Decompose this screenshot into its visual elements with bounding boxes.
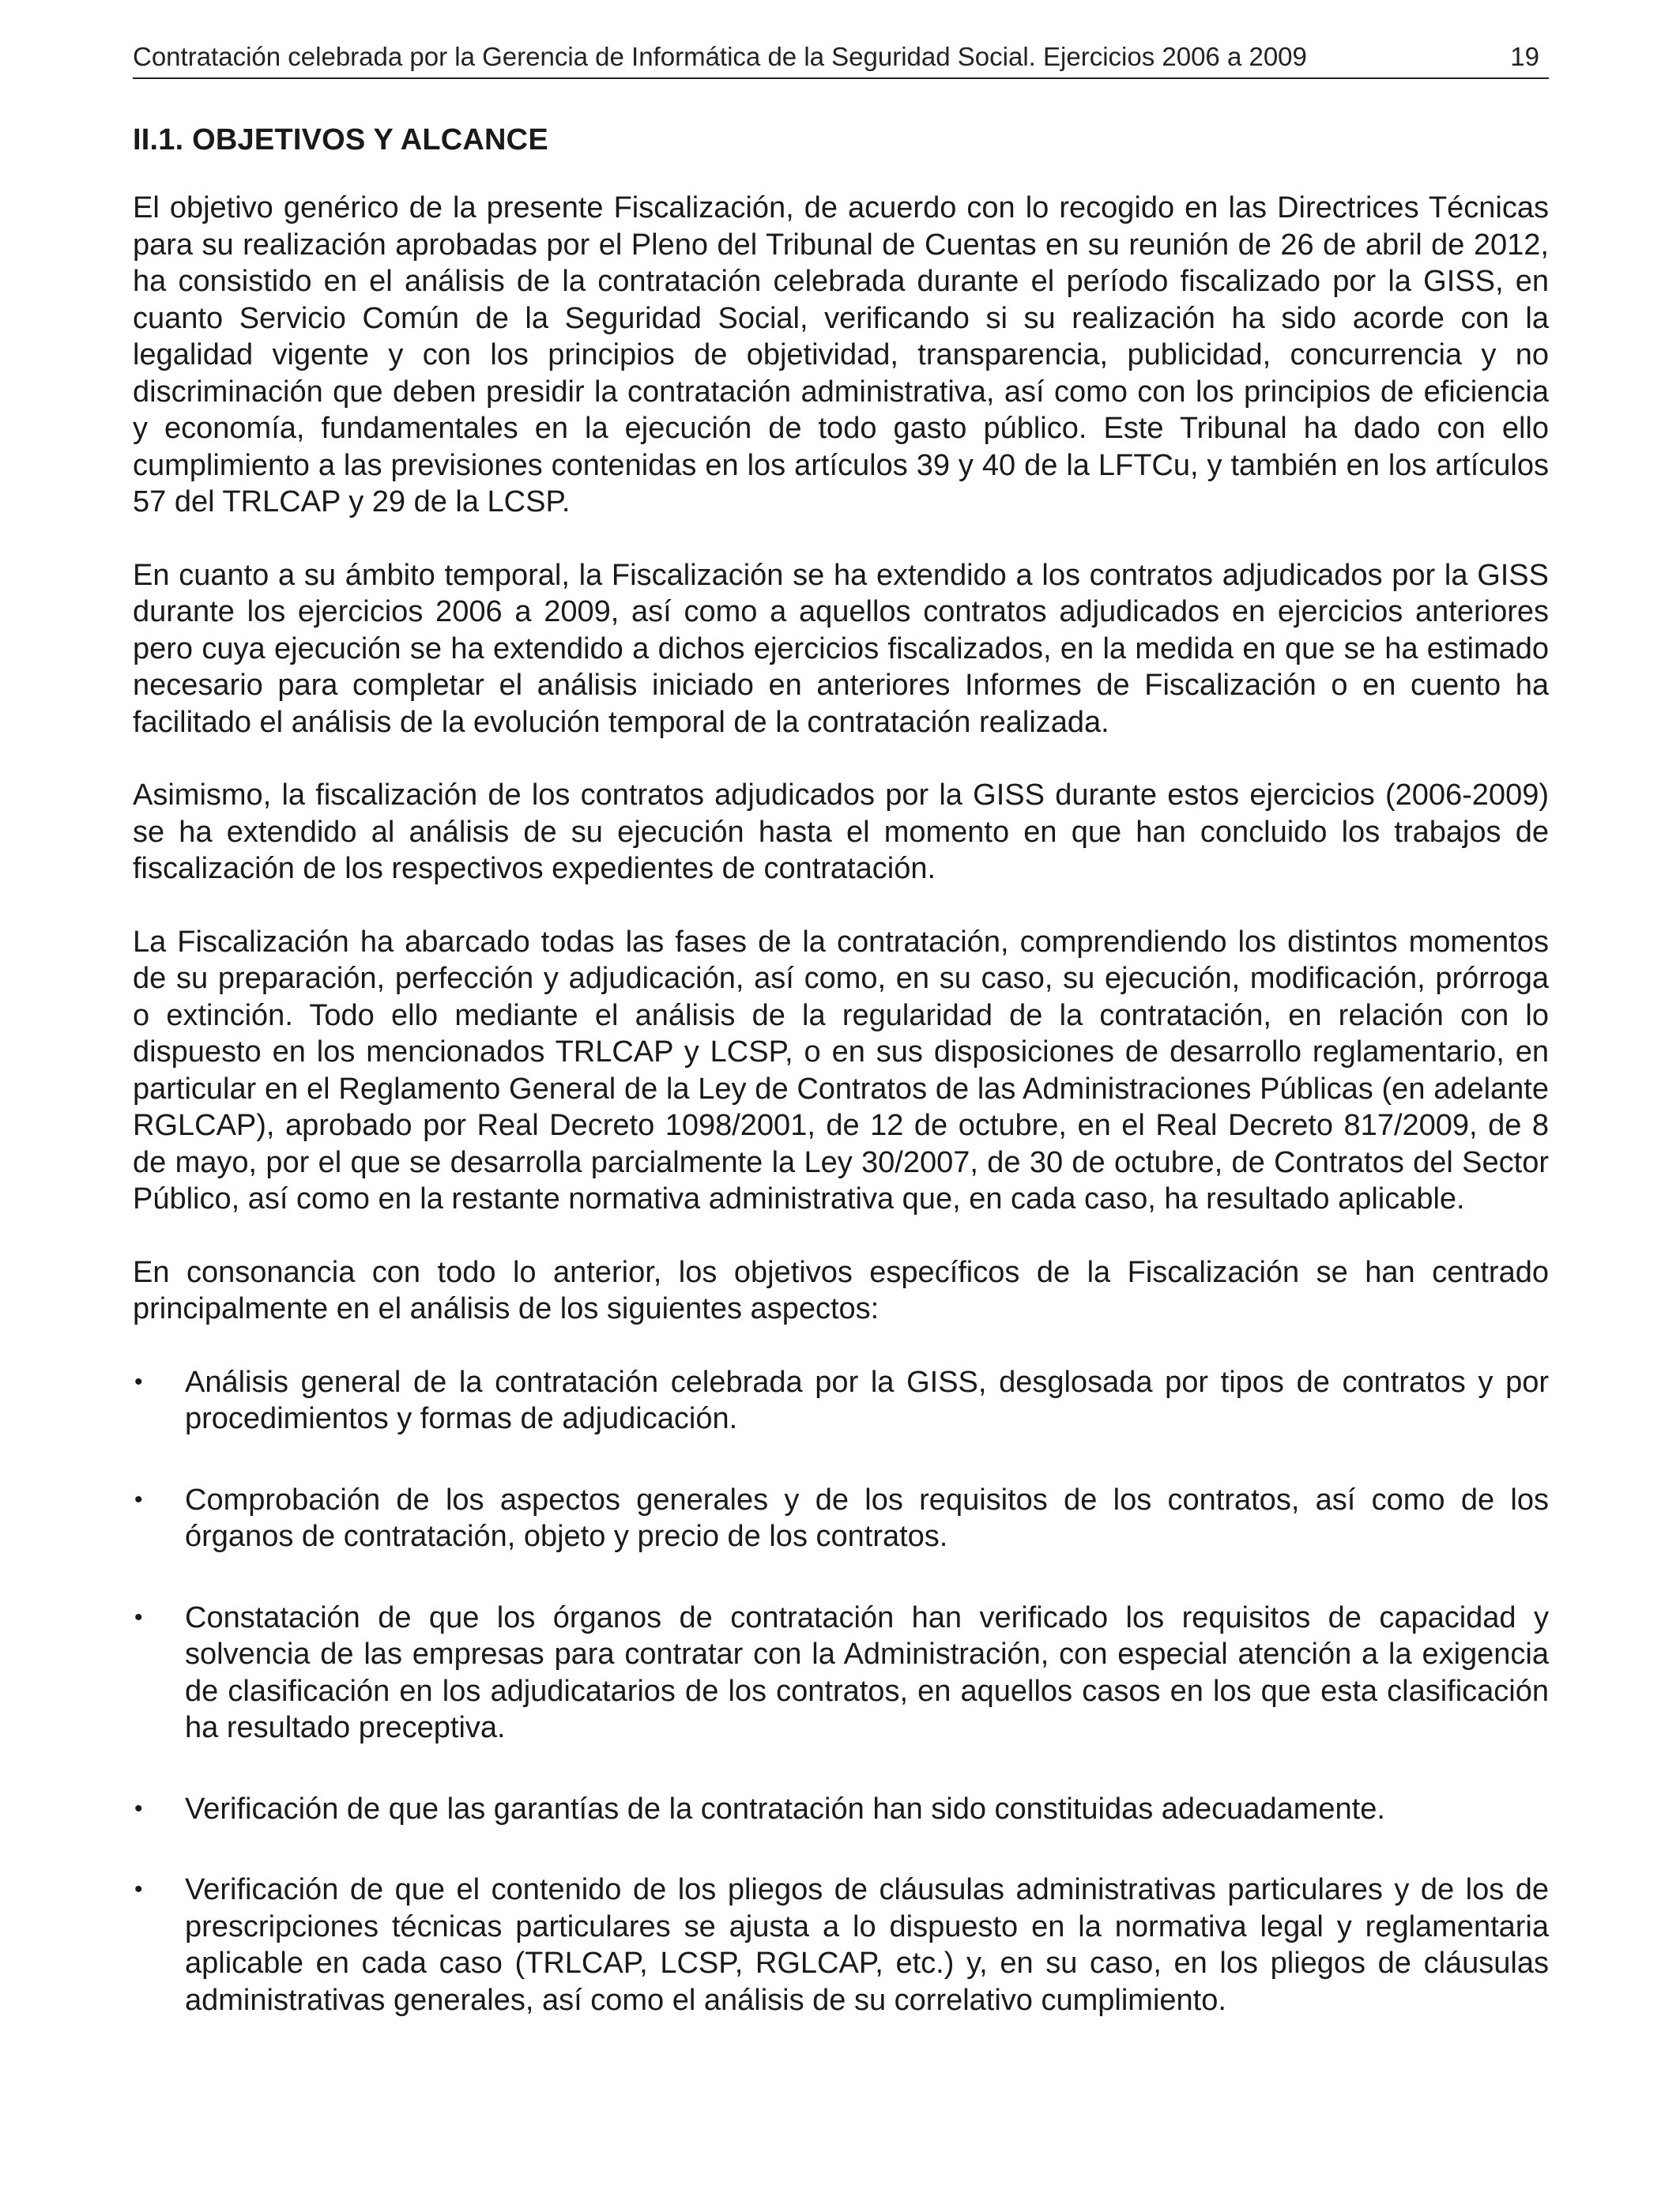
running-title: Contratación celebrada por la Gerencia de Informática de la Seguridad Social. Ejercicios 2006 a 2009 bbox=[133, 42, 1307, 71]
bullet-icon: • bbox=[134, 1876, 143, 1902]
bullet-icon: • bbox=[134, 1368, 143, 1395]
bullet-icon: • bbox=[134, 1604, 143, 1630]
list-item-text: Verificación de que las garantías de la contratación han sido constituidas adecuadamente. bbox=[185, 1792, 1385, 1826]
page-number: 19 bbox=[1510, 42, 1539, 71]
paragraph-objective: El objetivo genérico de la presente Fiscalización, de acuerdo con lo recogido en las Directrices Técnicas para su realización aprobadas por el Pleno del Tribunal de Cuentas en su reunión de 26 de abril de 2012, ha consistido en el análisis de la contratación celebrada durante el período fiscalizado por la GISS, en cuanto Servicio Común de la Seguridad Social, verificando si su realización ha sido acorde con la legalidad vigente y con los principios de objetividad, transparencia, publicidad, concurrencia y no discriminación que deben presidir la contratación administrativa, así como con los principios de eficiencia y economía, fundamentales en la ejecución de todo gasto público. Este Tribunal ha dado con ello cumplimiento a las previsiones contenidas en los artículos 39 y 40 de la LFTCu, y también en los artículos 57 del TRLCAP y 29 de la LCSP. bbox=[133, 191, 1549, 518]
list-item-text: Constatación de que los órganos de contratación han verificado los requisitos de capacidad y solvencia de las empresas para contratar con la Administración, con especial atención a la exigencia de clasificación en los adjudicatarios de los contratos, en aquellos casos en los que esta clasificación ha resultado preceptiva. bbox=[185, 1600, 1549, 1744]
list-item bbox=[133, 1791, 1549, 1828]
list-item bbox=[133, 1872, 1549, 2019]
running-header bbox=[133, 41, 1549, 79]
list-item bbox=[133, 1482, 1549, 1555]
paragraph-temporal-scope: En cuanto a su ámbito temporal, la Fiscalización se ha extendido a los contratos adjudicados por la GISS durante los ejercicios 2006 a 2009, así como a aquellos contratos adjudicados en ejercicios anteriores pero cuya ejecución se ha extendido a dichos ejercicios fiscalizados, en la medida en que se ha estimado necesario para completar el análisis iniciado en anteriores Informes de Fiscalización o en cuento ha facilitado el análisis de la evolución temporal de la contratación realizada. bbox=[133, 558, 1549, 739]
list-item-text: Verificación de que el contenido de los pliegos de cláusulas administrativas particulares y de los de prescripciones técnicas particulares se ajusta a lo dispuesto en la normativa legal y reglamentaria aplicable en cada caso (TRLCAP, LCSP, RGLCAP, etc.) y, en su caso, en los pliegos de cláusulas administrativas generales, así como el análisis de su correlativo cumplimiento. bbox=[185, 1873, 1549, 2017]
objectives-list bbox=[133, 1364, 1549, 2019]
section-title: II.1. OBJETIVOS Y ALCANCE bbox=[133, 123, 548, 156]
paragraph-specific-objectives-intro: En consonancia con todo lo anterior, los objetivos específicos de la Fiscalización se han centrado principalmente en el análisis de los siguientes aspectos: bbox=[133, 1255, 1549, 1325]
paragraph-phases: La Fiscalización ha abarcado todas las fases de la contratación, comprendiendo los distintos momentos de su preparación, perfección y adjudicación, así como, en su caso, su ejecución, modificación, prórroga o extinción. Todo ello mediante el análisis de la regularidad de la contratación, en relación con lo dispuesto en los mencionados TRLCAP y LCSP, o en sus disposiciones de desarrollo reglamentario, en particular en el Reglamento General de la Ley de Contratos de las Administraciones Públicas (en adelante RGLCAP), aprobado por Real Decreto 1098/2001, de 12 de octubre, en el Real Decreto 817/2009, de 8 de mayo, por el que se desarrolla parcialmente la Ley 30/2007, de 30 de octubre, de Contratos del Sector Público, así como en la restante normativa administrativa que, en cada caso, ha resultado aplicable. bbox=[133, 925, 1549, 1216]
document-page bbox=[133, 41, 1549, 2063]
list-item-text: Análisis general de la contratación celebrada por la GISS, desglosada por tipos de contratos y por procedimientos y formas de adjudicación. bbox=[185, 1365, 1549, 1435]
bullet-icon: • bbox=[134, 1486, 143, 1513]
paragraph-execution-scope: Asimismo, la fiscalización de los contratos adjudicados por la GISS durante estos ejercicios (2006-2009) se ha extendido al análisis de su ejecución hasta el momento en que han concluido los trabajos de fiscalización de los respectivos expedientes de contratación. bbox=[133, 778, 1549, 885]
bullet-icon: • bbox=[134, 1795, 143, 1822]
list-item-text: Comprobación de los aspectos generales y de los requisitos de los contratos, así como de los órganos de contratación, objeto y precio de los contratos. bbox=[185, 1483, 1549, 1553]
list-item bbox=[133, 1600, 1549, 1747]
list-item bbox=[133, 1364, 1549, 1438]
